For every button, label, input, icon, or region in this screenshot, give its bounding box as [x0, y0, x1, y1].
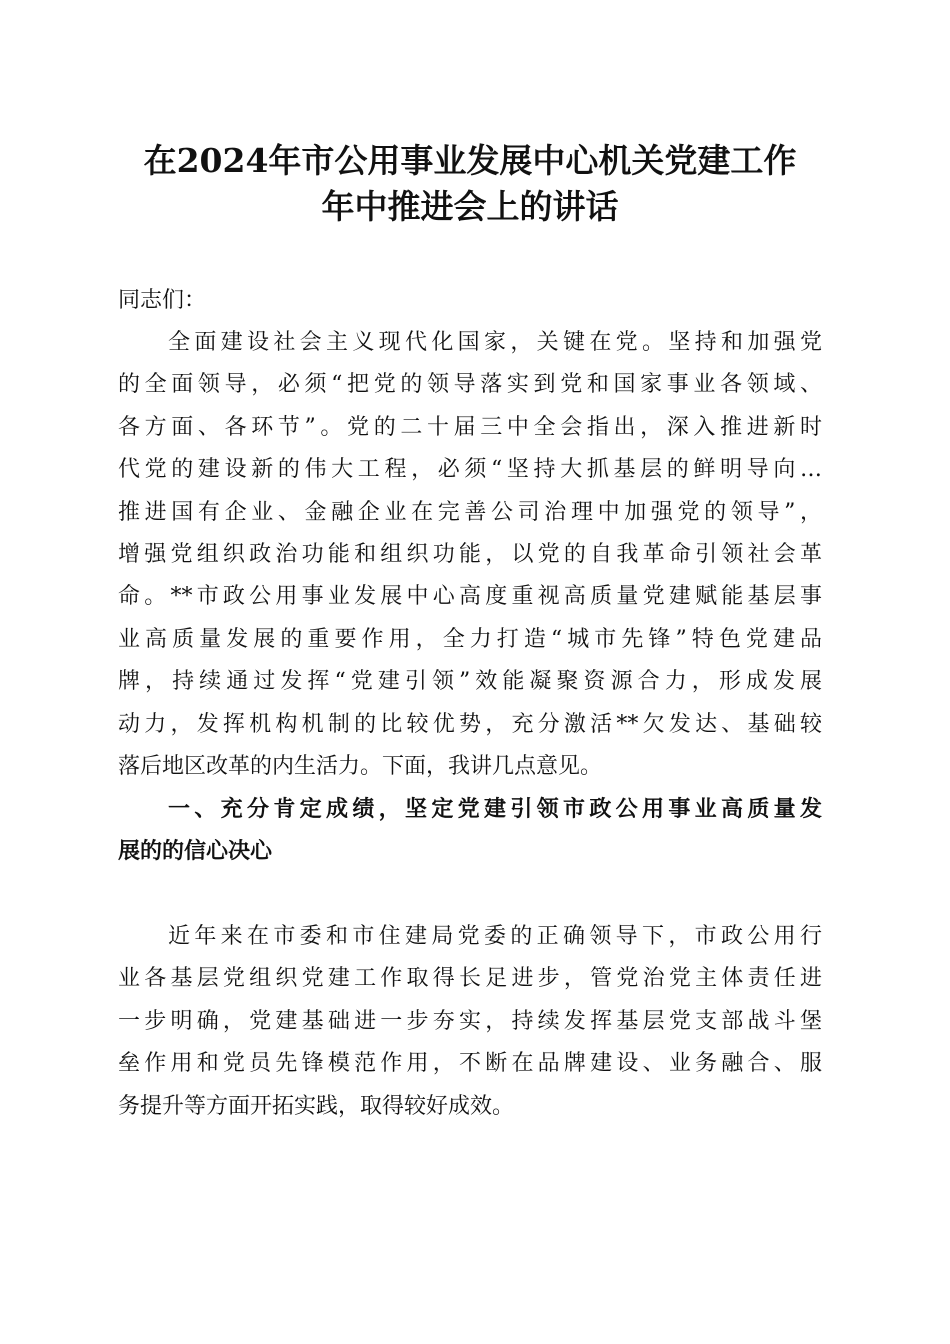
paragraph-line: 业高质量发展的重要作用，全力打造“城市先锋”特色党建品: [118, 626, 822, 652]
paragraph-line: 代党的建设新的伟大工程，必须“坚持大抓基层的鲜明导向…: [118, 457, 822, 483]
paragraph-achievements: [118, 916, 822, 1128]
paragraph-line: 务提升等方面开拓实践，取得较好成效。: [118, 1093, 515, 1119]
document-title: [118, 138, 822, 230]
paragraph-line: 命。**市政公用事业发展中心高度重视高质量党建赋能基层事: [118, 584, 822, 610]
heading-line: 展的的信心决心: [118, 839, 273, 865]
paragraph-line: 动力，发挥机构机制的比较优势，充分激活**欠发达、基础较: [118, 711, 822, 737]
paragraph-introduction: [118, 322, 822, 788]
paragraph-line: 增强党组织政治功能和组织功能，以党的自我革命引领社会革: [118, 542, 822, 568]
title-line: 在2024年市公用事业发展中心机关党建工作: [143, 141, 797, 180]
document-page: [118, 138, 822, 1119]
paragraph-line: 的全面领导，必须“把党的领导落实到党和国家事业各领域、: [118, 372, 822, 398]
salutation: 同志们：: [118, 288, 207, 313]
paragraph-line: 业各基层党组织党建工作取得长足进步，管党治党主体责任进: [118, 966, 822, 992]
paragraph-line: 全面建设社会主义现代化国家，关键在党。坚持和加强党: [168, 330, 822, 355]
section-heading-1: [118, 789, 822, 874]
heading-line: 一、充分肯定成绩，坚定党建引领市政公用事业高质量发: [168, 797, 822, 822]
paragraph-line: 牌，持续通过发挥“党建引领”效能凝聚资源合力，形成发展: [118, 669, 822, 695]
paragraph-line: 近年来在市委和市住建局党委的正确领导下，市政公用行: [168, 924, 822, 949]
paragraph-line: 各方面、各环节”。党的二十届三中全会指出，深入推进新时: [118, 414, 822, 440]
paragraph-line: 一步明确，党建基础进一步夯实，持续发挥基层党支部战斗堡: [118, 1008, 822, 1034]
paragraph-line: 落后地区改革的内生活力。下面，我讲几点意见。: [118, 754, 603, 780]
paragraph-line: 推进国有企业、金融企业在完善公司治理中加强党的领导”，: [118, 499, 822, 525]
paragraph-line: 垒作用和党员先锋模范作用，不断在品牌建设、业务融合、服: [118, 1051, 822, 1077]
title-line: 年中推进会上的讲话: [321, 187, 619, 226]
